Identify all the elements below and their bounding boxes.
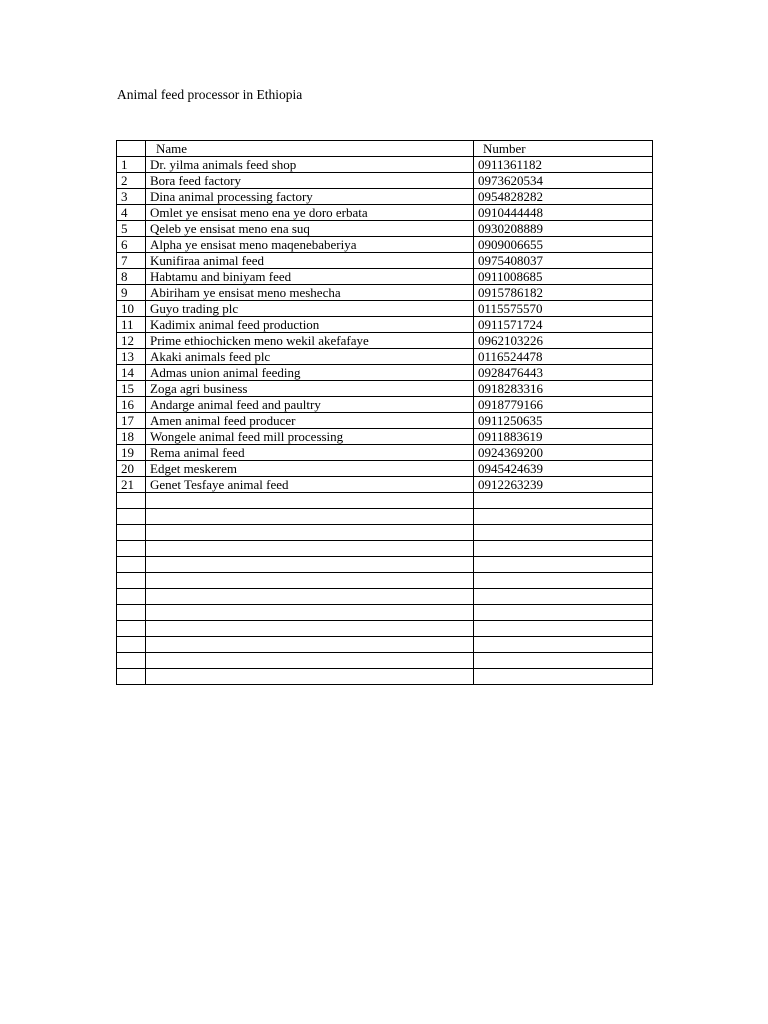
row-number-cell: 0911008685 bbox=[474, 269, 653, 285]
feed-processor-table bbox=[116, 140, 653, 685]
row-name-cell: Kunifiraa animal feed bbox=[146, 253, 474, 269]
row-name-cell: Qeleb ye ensisat meno ena suq bbox=[146, 221, 474, 237]
row-name-cell bbox=[146, 541, 474, 557]
row-index-cell: 16 bbox=[117, 397, 146, 413]
row-name-cell: Habtamu and biniyam feed bbox=[146, 269, 474, 285]
table-row bbox=[117, 653, 653, 669]
row-name-cell: Admas union animal feeding bbox=[146, 365, 474, 381]
row-number-cell bbox=[474, 557, 653, 573]
table-header-row bbox=[117, 141, 653, 157]
row-name-cell: Alpha ye ensisat meno maqenebaberiya bbox=[146, 237, 474, 253]
row-index-cell bbox=[117, 493, 146, 509]
table-row bbox=[117, 349, 653, 365]
table-body bbox=[117, 141, 653, 685]
row-number-cell: 0973620534 bbox=[474, 173, 653, 189]
row-index-cell: 7 bbox=[117, 253, 146, 269]
row-name-cell bbox=[146, 589, 474, 605]
table-row bbox=[117, 269, 653, 285]
table-row bbox=[117, 381, 653, 397]
table-row bbox=[117, 541, 653, 557]
row-index-cell bbox=[117, 509, 146, 525]
row-name-cell bbox=[146, 637, 474, 653]
row-name-cell: Amen animal feed producer bbox=[146, 413, 474, 429]
table-row bbox=[117, 397, 653, 413]
row-index-cell: 3 bbox=[117, 189, 146, 205]
row-name-cell: Guyo trading plc bbox=[146, 301, 474, 317]
row-index-cell: 15 bbox=[117, 381, 146, 397]
row-number-cell: 0930208889 bbox=[474, 221, 653, 237]
table-row bbox=[117, 157, 653, 173]
row-number-cell: 0928476443 bbox=[474, 365, 653, 381]
row-number-cell bbox=[474, 621, 653, 637]
row-name-cell: Omlet ye ensisat meno ena ye doro erbata bbox=[146, 205, 474, 221]
row-index-cell: 12 bbox=[117, 333, 146, 349]
row-index-cell bbox=[117, 573, 146, 589]
row-name-cell: Andarge animal feed and paultry bbox=[146, 397, 474, 413]
row-index-cell: 18 bbox=[117, 429, 146, 445]
table-row bbox=[117, 221, 653, 237]
table-row bbox=[117, 637, 653, 653]
row-index-cell: 19 bbox=[117, 445, 146, 461]
row-number-cell bbox=[474, 637, 653, 653]
row-index-cell bbox=[117, 525, 146, 541]
row-name-cell bbox=[146, 573, 474, 589]
table-row bbox=[117, 413, 653, 429]
row-name-cell: Wongele animal feed mill processing bbox=[146, 429, 474, 445]
row-index-cell bbox=[117, 637, 146, 653]
row-index-cell: 11 bbox=[117, 317, 146, 333]
row-name-cell: Prime ethiochicken meno wekil akefafaye bbox=[146, 333, 474, 349]
row-index-cell: 21 bbox=[117, 477, 146, 493]
row-name-cell bbox=[146, 669, 474, 685]
table-row bbox=[117, 253, 653, 269]
table-row bbox=[117, 317, 653, 333]
row-name-cell: Abiriham ye ensisat meno meshecha bbox=[146, 285, 474, 301]
table-row bbox=[117, 445, 653, 461]
row-index-cell: 4 bbox=[117, 205, 146, 221]
row-name-cell: Akaki animals feed plc bbox=[146, 349, 474, 365]
row-index-cell bbox=[117, 653, 146, 669]
row-index-cell bbox=[117, 541, 146, 557]
row-number-cell: 0962103226 bbox=[474, 333, 653, 349]
row-number-cell: 0918779166 bbox=[474, 397, 653, 413]
row-index-cell: 13 bbox=[117, 349, 146, 365]
table-row bbox=[117, 365, 653, 381]
row-number-cell: 0954828282 bbox=[474, 189, 653, 205]
row-index-cell: 20 bbox=[117, 461, 146, 477]
header-name-cell: Name bbox=[146, 141, 474, 157]
row-number-cell bbox=[474, 589, 653, 605]
row-number-cell bbox=[474, 541, 653, 557]
header-index-cell bbox=[117, 141, 146, 157]
table-row bbox=[117, 429, 653, 445]
row-number-cell bbox=[474, 573, 653, 589]
row-name-cell bbox=[146, 525, 474, 541]
table-row bbox=[117, 589, 653, 605]
row-name-cell bbox=[146, 557, 474, 573]
row-name-cell bbox=[146, 509, 474, 525]
row-name-cell: Genet Tesfaye animal feed bbox=[146, 477, 474, 493]
row-index-cell bbox=[117, 557, 146, 573]
row-number-cell: 0975408037 bbox=[474, 253, 653, 269]
row-name-cell bbox=[146, 621, 474, 637]
table-row bbox=[117, 669, 653, 685]
row-number-cell: 0915786182 bbox=[474, 285, 653, 301]
row-index-cell bbox=[117, 589, 146, 605]
row-number-cell: 0911361182 bbox=[474, 157, 653, 173]
row-number-cell: 0910444448 bbox=[474, 205, 653, 221]
row-number-cell bbox=[474, 653, 653, 669]
table-row bbox=[117, 509, 653, 525]
table-row bbox=[117, 493, 653, 509]
row-index-cell: 8 bbox=[117, 269, 146, 285]
table-row bbox=[117, 605, 653, 621]
row-number-cell bbox=[474, 509, 653, 525]
row-number-cell bbox=[474, 493, 653, 509]
table-row bbox=[117, 333, 653, 349]
row-number-cell: 0924369200 bbox=[474, 445, 653, 461]
row-number-cell bbox=[474, 669, 653, 685]
row-index-cell: 2 bbox=[117, 173, 146, 189]
row-name-cell bbox=[146, 493, 474, 509]
row-name-cell: Zoga agri business bbox=[146, 381, 474, 397]
table-row bbox=[117, 573, 653, 589]
table-row bbox=[117, 301, 653, 317]
row-name-cell: Kadimix animal feed production bbox=[146, 317, 474, 333]
row-name-cell bbox=[146, 605, 474, 621]
row-number-cell: 0115575570 bbox=[474, 301, 653, 317]
row-number-cell: 0911250635 bbox=[474, 413, 653, 429]
row-index-cell bbox=[117, 605, 146, 621]
row-index-cell: 9 bbox=[117, 285, 146, 301]
row-number-cell bbox=[474, 605, 653, 621]
row-number-cell: 0912263239 bbox=[474, 477, 653, 493]
row-number-cell: 0911883619 bbox=[474, 429, 653, 445]
row-index-cell: 1 bbox=[117, 157, 146, 173]
row-number-cell: 0909006655 bbox=[474, 237, 653, 253]
document-title: Animal feed processor in Ethiopia bbox=[117, 87, 303, 102]
row-name-cell: Bora feed factory bbox=[146, 173, 474, 189]
table-row bbox=[117, 525, 653, 541]
row-index-cell bbox=[117, 669, 146, 685]
row-index-cell: 10 bbox=[117, 301, 146, 317]
row-name-cell bbox=[146, 653, 474, 669]
table-row bbox=[117, 189, 653, 205]
row-name-cell: Dr. yilma animals feed shop bbox=[146, 157, 474, 173]
table-row bbox=[117, 205, 653, 221]
table-row bbox=[117, 237, 653, 253]
row-index-cell bbox=[117, 621, 146, 637]
row-number-cell: 0918283316 bbox=[474, 381, 653, 397]
row-name-cell: Rema animal feed bbox=[146, 445, 474, 461]
table-row bbox=[117, 557, 653, 573]
row-number-cell: 0116524478 bbox=[474, 349, 653, 365]
row-number-cell bbox=[474, 525, 653, 541]
row-number-cell: 0945424639 bbox=[474, 461, 653, 477]
table-row bbox=[117, 461, 653, 477]
table-row bbox=[117, 621, 653, 637]
table-row bbox=[117, 477, 653, 493]
row-name-cell: Edget meskerem bbox=[146, 461, 474, 477]
row-number-cell: 0911571724 bbox=[474, 317, 653, 333]
table-row bbox=[117, 285, 653, 301]
row-name-cell: Dina animal processing factory bbox=[146, 189, 474, 205]
row-index-cell: 14 bbox=[117, 365, 146, 381]
row-index-cell: 6 bbox=[117, 237, 146, 253]
row-index-cell: 5 bbox=[117, 221, 146, 237]
table-row bbox=[117, 173, 653, 189]
row-index-cell: 17 bbox=[117, 413, 146, 429]
header-number-cell: Number bbox=[474, 141, 653, 157]
